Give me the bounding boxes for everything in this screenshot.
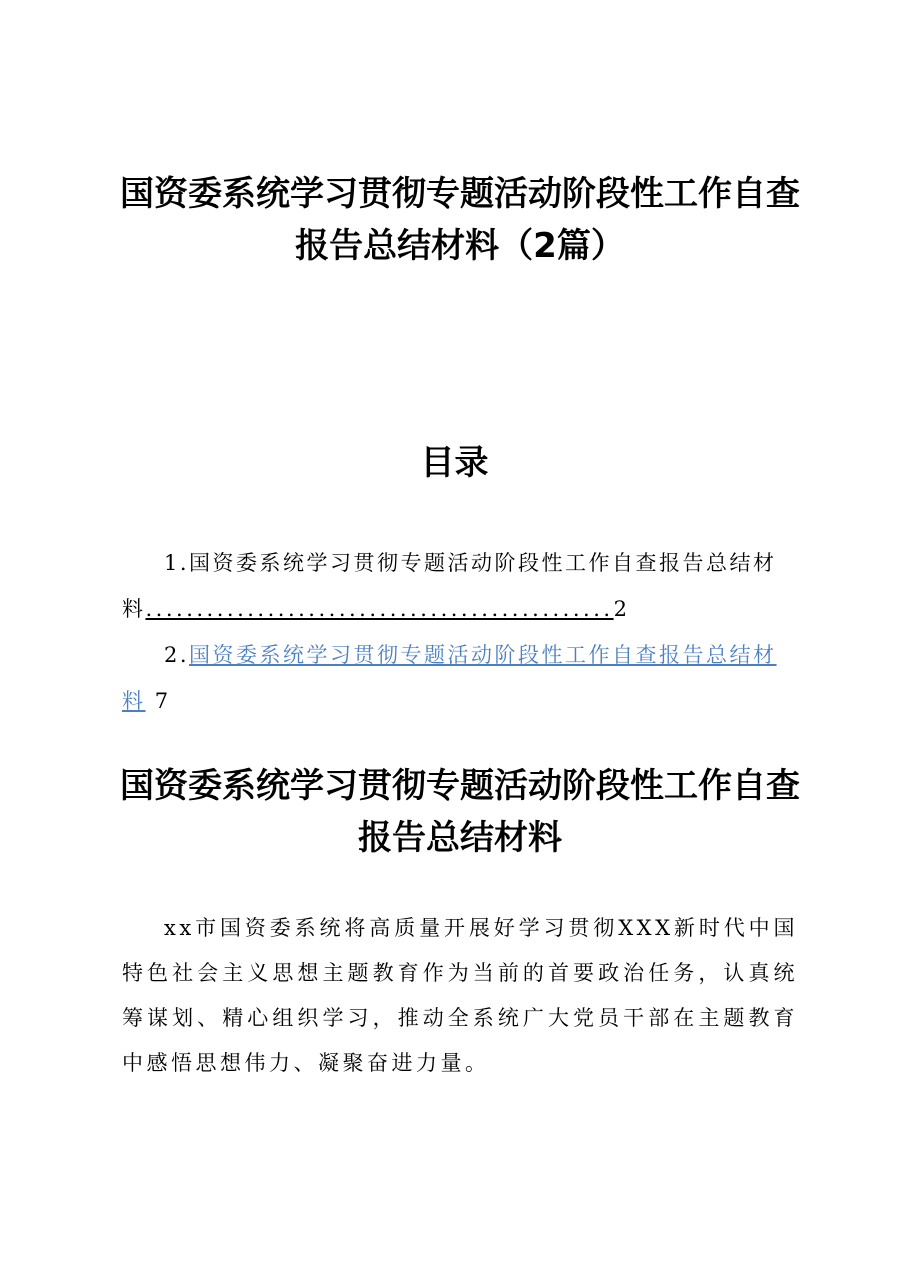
toc-entry-number: 1.: [164, 551, 190, 575]
toc-entry-text: 国资委系统学习贯彻专题活动阶段性工作自查报告总结材料: [122, 551, 777, 621]
table-of-contents: [122, 540, 798, 724]
toc-page-number: 7: [154, 689, 171, 713]
section-title: 国资委系统学习贯彻专题活动阶段性工作自查报告总结材料: [120, 766, 800, 858]
toc-entry-number: 2.: [164, 643, 190, 667]
toc-entry-link[interactable]: 国资委系统学习贯彻专题活动阶段性工作自查报告总结材料: [122, 643, 777, 713]
toc-page-number: 2: [613, 597, 630, 621]
toc-heading: 目录: [420, 443, 489, 483]
toc-leader-dots: ..............................................: [145, 597, 614, 621]
body-paragraph: xx市国资委系统将高质量开展好学习贯彻XXX新时代中国特色社会主义思想主题教育作为当前的首要政治任务，认真统筹谋划、精心组织学习，推动全系统广大党员干部在主题教育中感悟思想伟力、凝聚奋进力量。: [122, 916, 798, 1075]
toc-spacer: [146, 689, 155, 713]
document-title: 国资委系统学习贯彻专题活动阶段性工作自查报告总结材料（2篇）: [120, 174, 800, 266]
toc-entry-2[interactable]: [122, 632, 798, 724]
toc-entry-1[interactable]: [122, 540, 798, 632]
